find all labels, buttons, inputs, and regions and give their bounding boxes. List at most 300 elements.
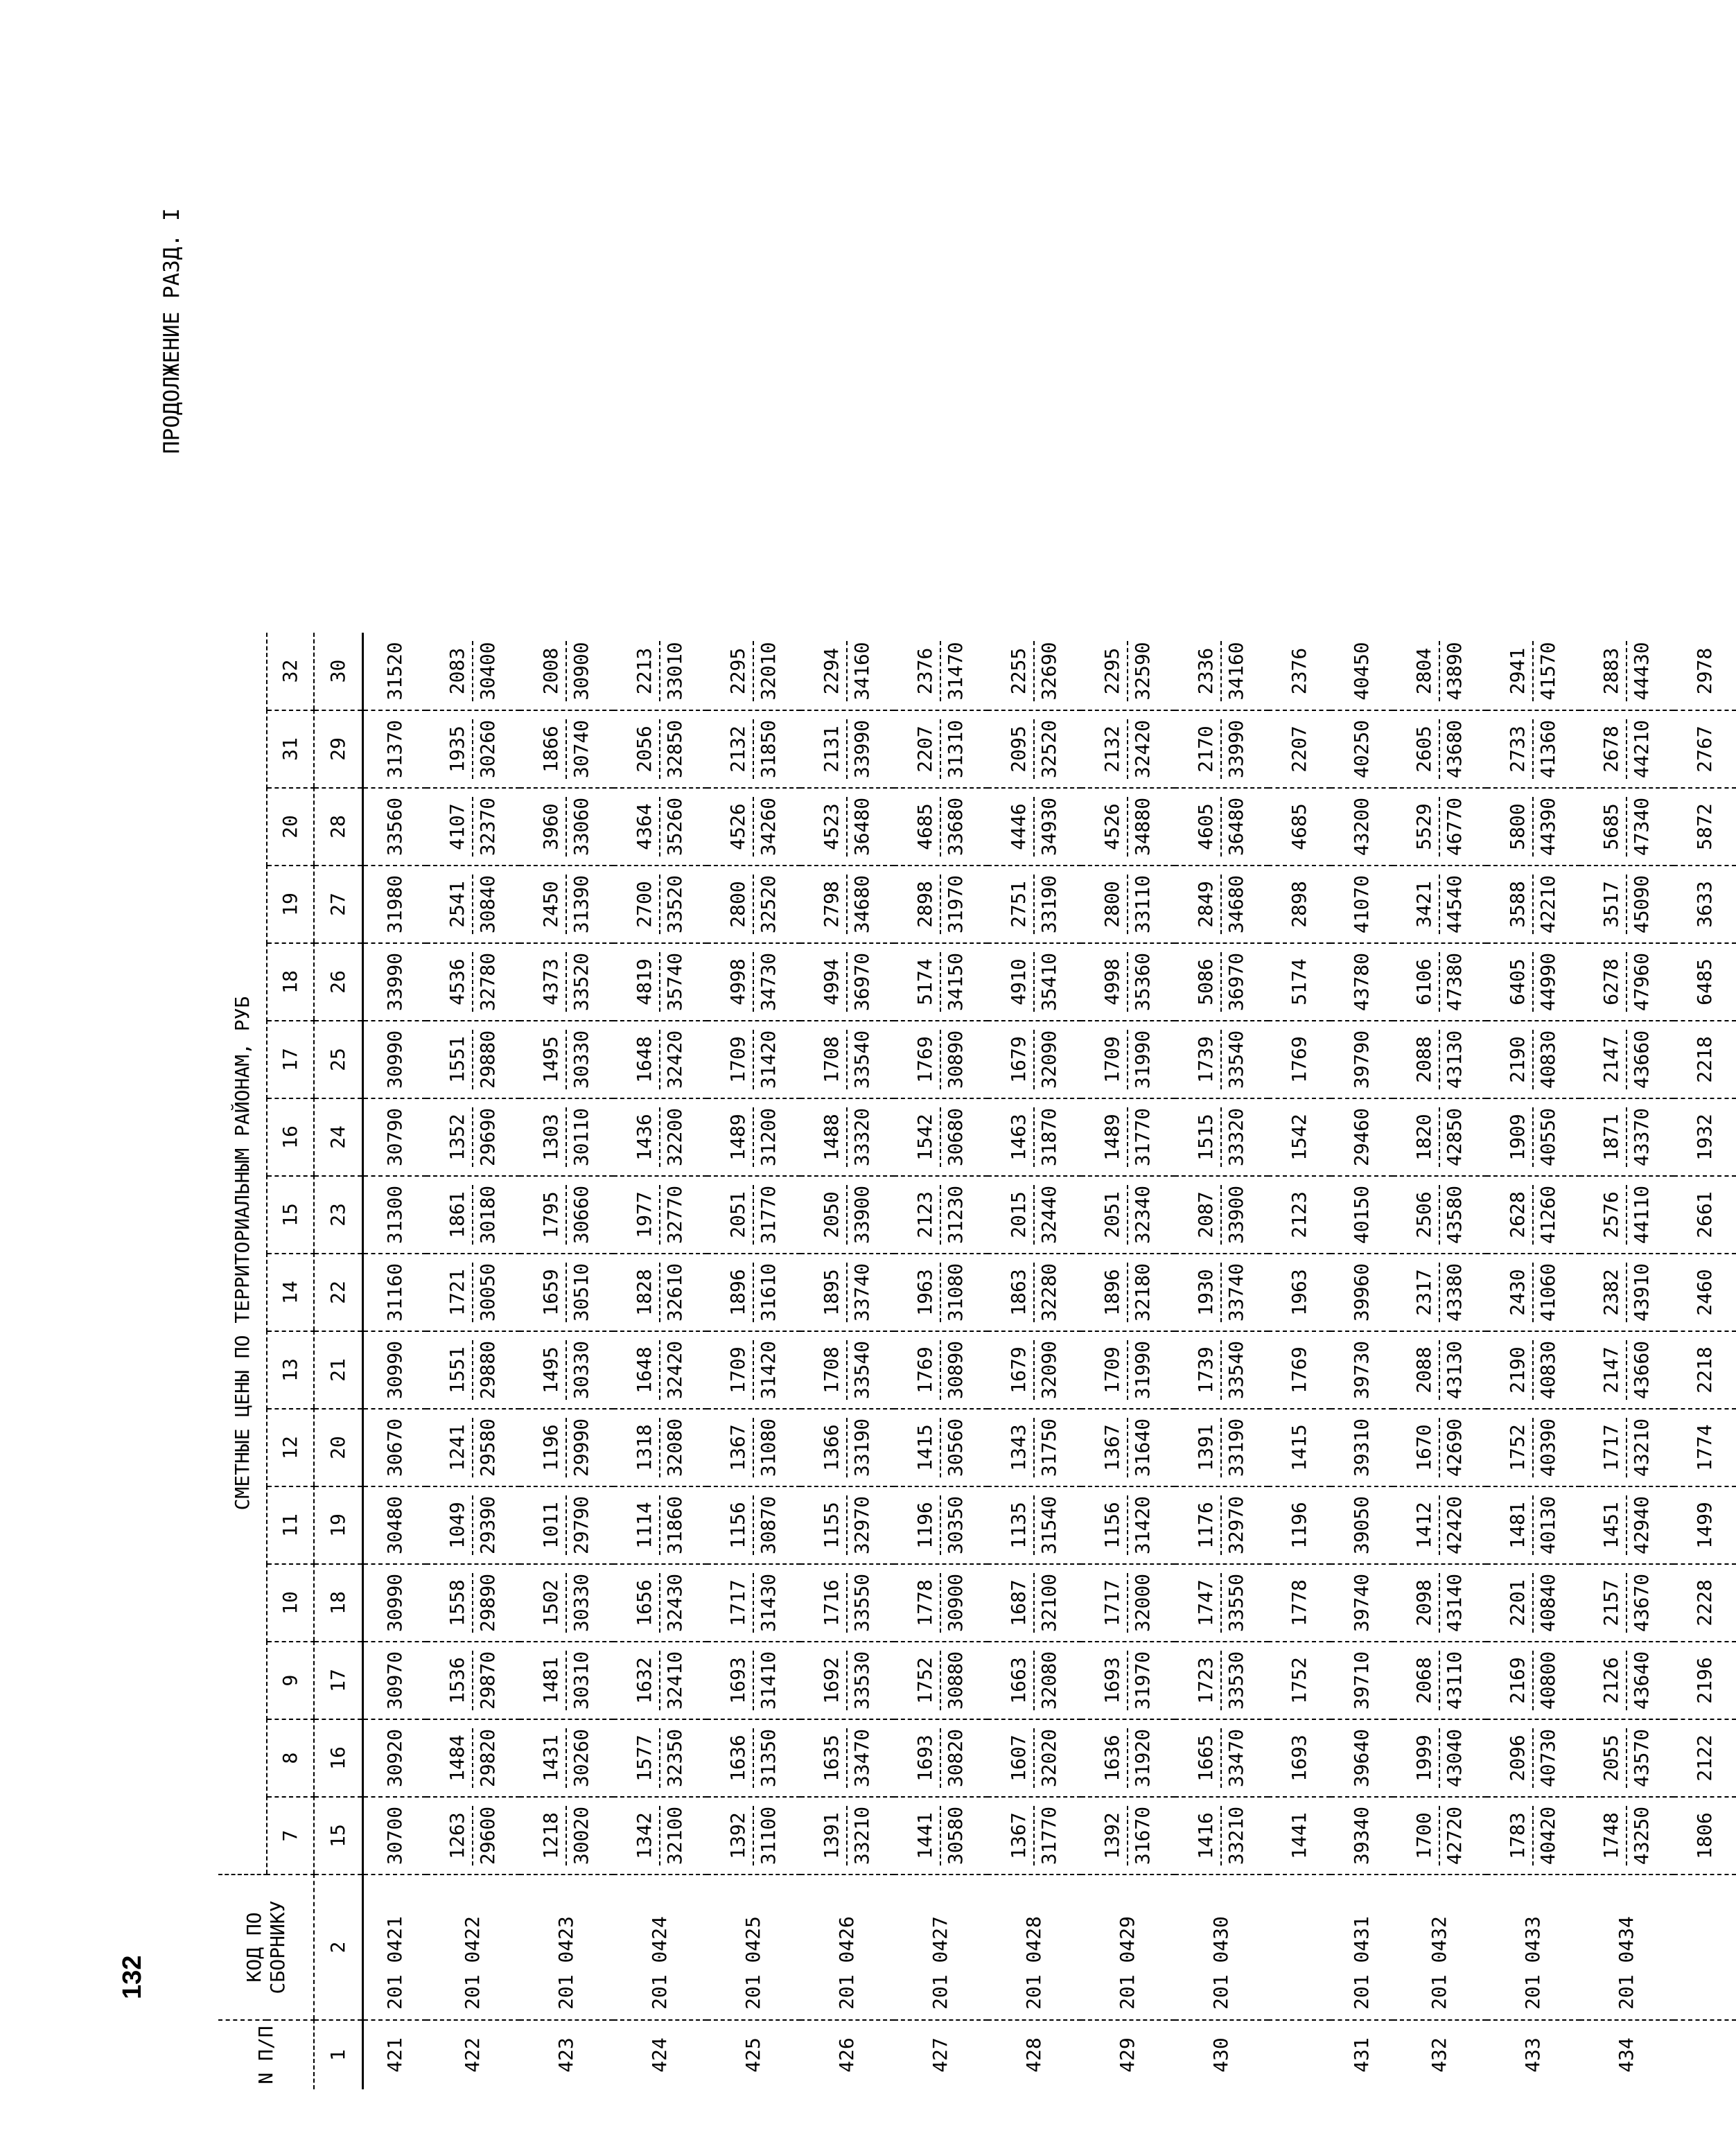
price-value: 32000 [1131,1573,1154,1633]
cell-divider [472,1107,473,1167]
price-cell [800,1176,894,1254]
price-value: 2088 [1412,1346,1435,1394]
price-value: 31520 [383,642,406,701]
cell-divider [1532,1728,1534,1788]
price-value: 5872 [1692,803,1716,850]
row-number: 422 [426,2020,520,2089]
price-value: 2941 [1506,647,1529,695]
price-cell [1175,943,1268,1021]
page-number: 132 [118,1955,147,1999]
district-header: 32 [267,633,314,710]
price-value: 1412 [1412,1502,1435,1549]
cell-divider [1127,1340,1128,1400]
price-value: 30350 [944,1495,967,1555]
price-value: 1495 [539,1346,562,1394]
price-value: 3588 [1506,881,1529,928]
cell-divider [846,1107,848,1167]
price-value: 1241 [446,1424,468,1471]
price-value: 2336 [1194,647,1217,695]
price-cell [1175,710,1268,788]
price-value: 1391 [1194,1424,1217,1471]
price-value: 43140 [1443,1573,1466,1633]
price-value: 31770 [1131,1107,1154,1167]
price-value: 2295 [1101,647,1123,695]
cell-divider [1127,875,1128,934]
price-cell [1175,788,1268,866]
price-cell [800,1719,894,1797]
price-value: 31420 [757,1340,780,1400]
price-cell [1487,1486,1580,1564]
cell-divider [1127,797,1128,857]
cell-divider [846,1340,848,1400]
price-cell [707,1331,800,1409]
price-value: 31870 [1037,1107,1060,1167]
price-cell [520,1021,613,1098]
price-cell [1081,866,1175,943]
price-value: 2295 [726,647,749,695]
cell-divider [846,1806,848,1865]
price-cell [988,1331,1081,1409]
cell-divider [846,719,848,779]
price-value: 1343 [1007,1424,1030,1471]
cell-divider [753,875,754,934]
price-cell [894,1098,988,1176]
price-value: 40830 [1536,1340,1559,1400]
price-value: 2122 [1692,1735,1716,1782]
price-cell [1331,1021,1393,1098]
cell-divider [1220,1030,1222,1089]
cell-divider [753,1651,754,1710]
price-value: 1861 [446,1191,468,1238]
column-number: 28 [314,788,362,866]
price-cell [1331,1719,1393,1797]
price-value: 34160 [850,642,873,701]
row-code: 201 0434 [1580,1875,1674,2020]
price-value: 30670 [383,1418,406,1477]
price-value: 2605 [1412,726,1435,773]
price-cell [1487,1409,1580,1486]
cell-divider [659,1418,660,1477]
cell-divider [659,1185,660,1245]
price-cell [613,1331,707,1409]
price-cell [1331,1254,1393,1331]
price-value: 30260 [476,719,499,779]
price-cell [894,788,988,866]
price-value: 2898 [1287,881,1310,928]
column-number: 1 [314,2020,362,2089]
price-value: 33550 [1225,1573,1247,1633]
price-value: 1303 [539,1114,562,1161]
price-value: 30790 [383,1107,406,1167]
price-value: 32090 [1037,1340,1060,1400]
price-cell [613,1098,707,1176]
cell-divider [472,1030,473,1089]
price-value: 1709 [726,1346,749,1394]
price-value: 1366 [820,1424,843,1471]
district-header-row [267,633,314,2089]
cell-divider [659,952,660,1012]
price-value: 43670 [1630,1573,1653,1633]
price-cell [1674,1564,1736,1642]
price-cell [1081,633,1175,710]
price-value: 32080 [1037,1651,1060,1710]
cell-divider [1033,875,1035,934]
cell-divider [1532,1185,1534,1245]
price-cell [1487,1564,1580,1642]
cell-divider [659,1651,660,1710]
cell-divider [940,1185,941,1245]
price-value: 32370 [476,797,499,857]
price-value: 6278 [1599,958,1622,1006]
price-value: 1747 [1194,1579,1217,1626]
column-number: 26 [314,943,362,1021]
price-value: 2147 [1599,1036,1622,1083]
cell-divider [1439,1030,1440,1089]
price-cell [1268,1331,1331,1409]
price-cell [520,710,613,788]
price-value: 1659 [539,1269,562,1316]
district-header: 14 [267,1254,314,1331]
price-cell [1393,1486,1487,1564]
price-value: 2051 [726,1191,749,1238]
cell-divider [1220,1651,1222,1710]
price-value: 31390 [570,875,593,934]
price-value: 43370 [1630,1107,1653,1167]
price-value: 30660 [570,1185,593,1245]
price-cell [707,633,800,710]
column-number: 30 [314,633,362,710]
price-value: 4526 [1101,803,1123,850]
price-value: 31300 [383,1185,406,1245]
cell-divider [1439,1185,1440,1245]
cell-divider [1532,797,1534,857]
price-value: 31750 [1037,1418,1060,1477]
cell-divider [753,1573,754,1633]
price-cell [520,788,613,866]
price-value: 29870 [476,1651,499,1710]
cell-divider [1127,1573,1128,1633]
price-value: 31640 [1131,1418,1154,1477]
price-cell [426,1409,520,1486]
price-cell [426,1719,520,1797]
price-value: 39710 [1349,1651,1373,1710]
cell-divider [1127,952,1128,1012]
price-value: 29460 [1349,1107,1373,1167]
price-cell [1393,1254,1487,1331]
cell-divider [846,875,848,934]
cell-divider [1626,1573,1627,1633]
cell-divider [940,952,941,1012]
price-cell [707,1254,800,1331]
cell-divider [1220,1185,1222,1245]
cell-divider [565,875,567,934]
cell-divider [940,1573,941,1633]
price-cell [800,1642,894,1719]
cell-divider [1532,952,1534,1012]
price-value: 4526 [726,803,749,850]
column-number: 2 [314,1875,362,2020]
district-header: 11 [267,1486,314,1564]
price-cell [800,710,894,788]
price-cell [988,1642,1081,1719]
price-value: 43110 [1443,1651,1466,1710]
cell-divider [1033,797,1035,857]
price-value: 1481 [1506,1502,1529,1549]
cell-divider [565,1651,567,1710]
price-value: 34150 [944,952,967,1012]
price-cell [1674,943,1736,1021]
cell-divider [753,797,754,857]
cell-divider [472,1728,473,1788]
price-value: 2132 [1101,726,1123,773]
cell-divider [1626,1185,1627,1245]
row-number: 427 [894,2020,988,2089]
district-header: 19 [267,866,314,943]
price-value: 33740 [1225,1263,1247,1322]
cell-divider [1439,875,1440,934]
row-code: 201 0431 [1331,1875,1393,2020]
price-cell [426,710,520,788]
price-value: 43660 [1630,1030,1653,1089]
price-cell [1393,1564,1487,1642]
price-value: 2169 [1506,1657,1529,1704]
price-cell [426,633,520,710]
price-value: 33900 [1225,1185,1247,1245]
price-value: 2800 [1101,881,1123,928]
table-row [520,633,613,2089]
price-table [218,633,1736,2089]
price-value: 1932 [1692,1114,1716,1161]
price-value: 29990 [570,1418,593,1477]
price-cell [426,788,520,866]
price-cell [520,1331,613,1409]
price-cell [1175,1331,1268,1409]
price-value: 39790 [1349,1030,1373,1089]
cell-divider [846,797,848,857]
cell-divider [1626,1418,1627,1477]
price-value: 2255 [1007,647,1030,695]
price-value: 2015 [1007,1191,1030,1238]
price-value: 4994 [820,958,843,1006]
price-value: 31920 [1131,1728,1154,1788]
price-cell [800,633,894,710]
price-value: 1693 [1287,1735,1310,1782]
cell-divider [1127,719,1128,779]
price-value: 33540 [850,1030,873,1089]
cell-divider [1220,1573,1222,1633]
district-header: 18 [267,943,314,1021]
price-value: 2800 [726,881,749,928]
row-number: 423 [520,2020,613,2089]
price-value: 5174 [1287,958,1310,1006]
price-cell [613,1719,707,1797]
cell-divider [472,1806,473,1865]
price-value: 1769 [1287,1036,1310,1083]
price-value: 31370 [383,719,406,779]
price-value: 36480 [850,797,873,857]
price-value: 40730 [1536,1728,1559,1788]
price-value: 1484 [446,1735,468,1782]
price-cell [988,788,1081,866]
price-value: 36970 [1225,952,1247,1012]
price-cell [988,633,1081,710]
cell-divider [565,1495,567,1555]
price-cell [800,1486,894,1564]
price-value: 31200 [757,1107,780,1167]
cell-divider [1532,641,1534,701]
price-cell [520,633,613,710]
price-value: 33530 [1225,1651,1247,1710]
row-code: 201 0428 [988,1875,1081,2020]
price-cell [362,1486,426,1564]
row-code: 201 0425 [707,1875,800,2020]
cell-divider [472,875,473,934]
price-cell [1331,1409,1393,1486]
cell-divider [659,1573,660,1633]
cell-divider [1439,641,1440,701]
cell-divider [846,1263,848,1322]
price-value: 30050 [476,1263,499,1322]
price-cell [1175,1176,1268,1254]
price-value: 2147 [1599,1346,1622,1394]
price-cell [362,710,426,788]
price-cell [1081,1021,1175,1098]
cell-divider [1127,1263,1128,1322]
price-cell [988,1797,1081,1875]
price-value: 1481 [539,1657,562,1704]
district-header: 15 [267,1176,314,1254]
price-value: 2798 [820,881,843,928]
price-cell [613,1176,707,1254]
price-value: 1156 [1101,1502,1123,1549]
cell-divider [1033,719,1035,779]
price-value: 44390 [1536,797,1559,857]
price-value: 40130 [1536,1495,1559,1555]
row-code: 201 0423 [520,1875,613,2020]
price-cell [426,1176,520,1254]
price-value: 4605 [1194,803,1217,850]
row-number: 432 [1393,2020,1487,2089]
price-value: 35360 [1131,952,1154,1012]
price-cell [894,710,988,788]
price-cell [1580,943,1674,1021]
price-cell [1393,1642,1487,1719]
cell-divider [659,1340,660,1400]
cell-divider [565,1340,567,1400]
price-value: 33680 [944,797,967,857]
district-header: 13 [267,1331,314,1409]
price-value: 2008 [539,647,562,695]
price-value: 30400 [476,642,499,701]
cell-divider [659,1107,660,1167]
price-cell [613,788,707,866]
price-value: 1263 [446,1812,468,1859]
district-header: 17 [267,1021,314,1098]
price-cell [800,866,894,943]
price-cell [426,1331,520,1409]
cell-divider [1439,1573,1440,1633]
district-header: 16 [267,1098,314,1176]
price-value: 2131 [820,726,843,773]
price-cell [1674,866,1736,943]
price-value: 30990 [383,1340,406,1400]
price-cell [426,943,520,1021]
district-header: 10 [267,1564,314,1642]
cell-divider [472,1495,473,1555]
price-cell [1393,1331,1487,1409]
price-value: 41360 [1536,719,1559,779]
column-number: 25 [314,1021,362,1098]
price-value: 36970 [850,952,873,1012]
price-cell [1674,1254,1736,1331]
price-value: 1367 [1101,1424,1123,1471]
price-value: 2087 [1194,1191,1217,1238]
price-cell [1081,1331,1175,1409]
price-value: 43210 [1630,1418,1653,1477]
rotated-page-content [152,149,1716,2103]
price-value: 31970 [944,875,967,934]
price-value: 1542 [913,1114,936,1161]
price-cell [1081,1719,1175,1797]
price-value: 2450 [539,881,562,928]
table-row [1268,633,1331,2089]
price-cell [1487,866,1580,943]
price-value: 1828 [633,1269,656,1316]
price-cell [1268,1719,1331,1797]
cell-divider [753,952,754,1012]
price-cell [1580,1254,1674,1331]
price-cell [1487,1254,1580,1331]
price-value: 2376 [913,647,936,695]
price-value: 31670 [1131,1806,1154,1865]
price-value: 33470 [850,1728,873,1788]
cell-divider [940,797,941,857]
price-value: 4536 [446,958,468,1006]
price-value: 1930 [1194,1269,1217,1316]
price-cell [1175,1486,1268,1564]
price-value: 33990 [1225,719,1247,779]
cell-divider [753,1418,754,1477]
cell-divider [1127,641,1128,701]
price-cell [1487,1797,1580,1875]
cell-divider [1033,1651,1035,1710]
price-cell [894,943,988,1021]
price-cell [707,1486,800,1564]
price-value: 40840 [1536,1573,1559,1633]
price-value: 31980 [383,875,406,934]
cell-divider [659,1806,660,1865]
row-number: 431 [1331,2020,1393,2089]
price-cell [894,1331,988,1409]
price-value: 33210 [850,1806,873,1865]
price-value: 32440 [1037,1185,1060,1245]
price-cell [894,1409,988,1486]
price-value: 2430 [1506,1269,1529,1316]
price-cell [1175,1254,1268,1331]
price-cell [1268,710,1331,788]
cell-divider [472,1418,473,1477]
district-header: 12 [267,1409,314,1486]
price-cell [1580,1098,1674,1176]
row-number: 424 [613,2020,707,2089]
price-cell [520,1176,613,1254]
cell-divider [1127,1728,1128,1788]
price-value: 1774 [1692,1424,1716,1471]
price-value: 2317 [1412,1269,1435,1316]
column-number: 16 [314,1719,362,1797]
price-cell [426,1486,520,1564]
cell-divider [940,1418,941,1477]
